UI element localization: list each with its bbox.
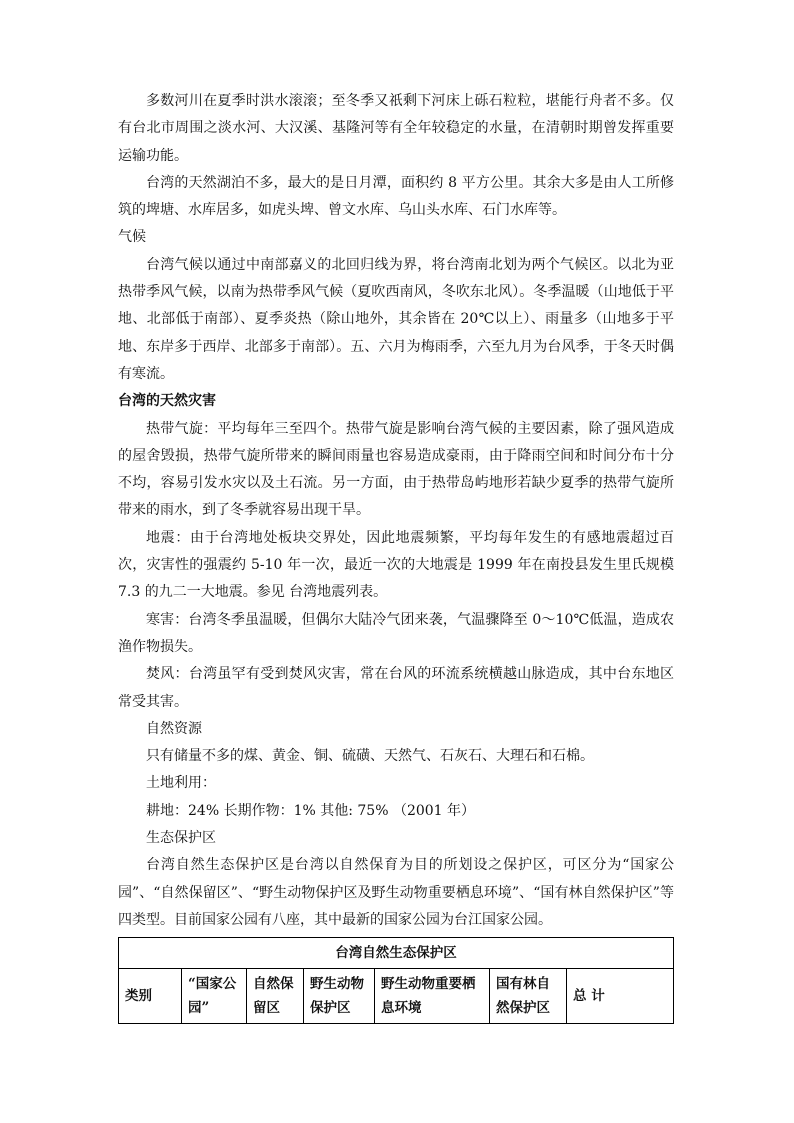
paragraph-resources: 只有储量不多的煤、黄金、铜、硫磺、天然气、石灰石、大理石和石棉。 [146,748,594,765]
table-header-row [119,969,674,1024]
paragraph-foehn: 焚风：台湾虽罕有受到焚风灾害，常在台风的环流系统横越山脉造成，其中台东地区常受其害。 [118,666,674,710]
table-header-cell: 野生动物重要栖息环境 [375,969,490,1024]
table-header-cell: 自然保留区 [247,969,304,1024]
document-page [118,88,674,1024]
paragraph-cold-damage: 寒害：台湾冬季虽温暖，但偶尔大陆冷气团来袭，气温骤降至 0～10℃低温，造成农渔作物损失。 [118,611,674,655]
table-header-cell: 野生动物保护区 [304,969,375,1024]
paragraph-eco-reserve: 台湾自然生态保护区是台湾以自然保育为目的所划设之保护区，可区分为“国家公园”、“自然保留区”、“野生动物保护区及野生动物重要栖息环境”、“国有林自然保护区”等四类型。目前国家公园有八座，其中最新的国家公园为台江国家公园。 [118,857,674,928]
table-header-cell: “国家公园” [182,969,247,1024]
table-caption: 台湾自然生态保护区 [119,938,674,969]
heading-land-use: 土地利用： [146,775,216,792]
paragraph-rivers: 多数河川在夏季时洪水滚滚；至冬季又祇剩下河床上砾石粒粒，堪能行舟者不多。仅有台北市周围之淡水河、大汉溪、基隆河等有全年较稳定的水量，在清朝时期曾发挥重要运输功能。 [118,93,674,164]
paragraph-lakes: 台湾的天然湖泊不多，最大的是日月潭，面积约 8 平方公里。其余大多是由人工所修筑的埤塘、水库居多，如虎头埤、曾文水库、乌山头水库、石门水库等。 [118,174,674,219]
table-header-cell: 总 计 [567,969,674,1024]
paragraph-land-use: 耕地：24% 长期作物：1% 其他: 75% （2001 年） [146,802,476,819]
heading-natural-resources: 自然资源 [146,720,202,737]
paragraph-typhoon: 热带气旋：平均每年三至四个。热带气旋是影响台湾气候的主要因素，除了强风造成的屋舍毁损，热带气旋所带来的瞬间雨量也容易造成豪雨，由于降雨空间和时间分布十分不均，容易引发水灾以及土石流。另一方面，由于热带岛屿地形若缺少夏季的热带气旋所带来的雨水，到了冬季就容易出现干旱。 [118,420,674,519]
paragraph-earthquake: 地震：由于台湾地处板块交界处，因此地震频繁，平均每年发生的有感地震超过百次，灾害性的强震约 5-10 年一次，最近一次的大地震是 1999 年在南投县发生里氏规模7.3 的九二一大地震。参见 台湾地震列表。 [118,529,674,601]
heading-natural-disasters: 台湾的天然灾害 [118,393,216,410]
reserve-table [118,937,674,1024]
table-header-cell: 类别 [119,969,182,1024]
heading-climate: 气候 [118,229,146,246]
heading-eco-reserve: 生态保护区 [146,830,216,847]
table-header-cell: 国有林自然保护区 [490,969,567,1024]
paragraph-climate: 台湾气候以通过中南部嘉义的北回归线为界，将台湾南北划为两个气候区。以北为亚热带季风气候，以南为热带季风气候（夏吹西南风，冬吹东北风）。冬季温暖（山地低于平地、北部低于南部）、夏季炎热（除山地外，其余皆在 20℃以上）、雨量多（山地多于平地、东岸多于西岸、北部多于南部）。五、六月为梅雨季，六至九月为台风季，于冬天时偶有寒流。 [118,256,674,382]
